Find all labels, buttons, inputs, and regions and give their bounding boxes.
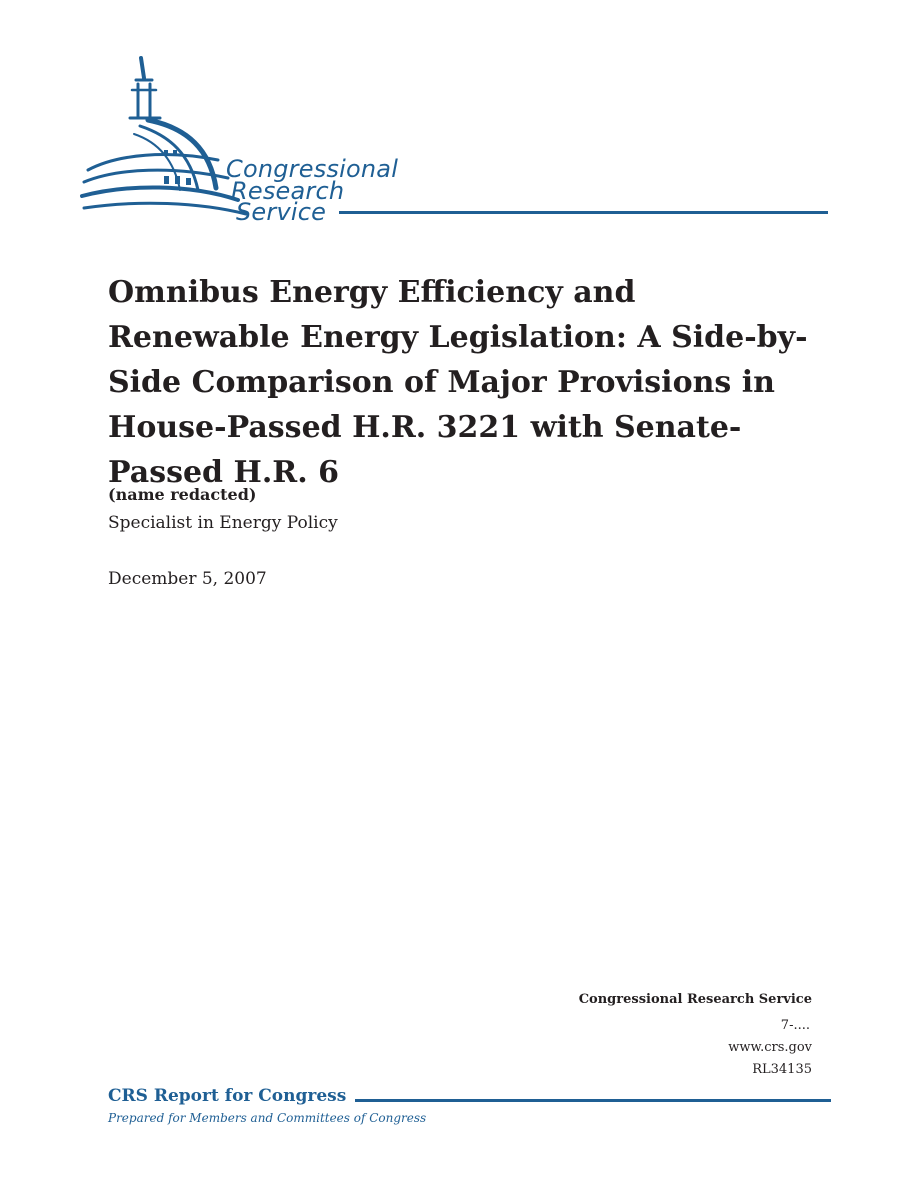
publisher-name: Congressional Research Service [578, 992, 812, 1007]
report-number: RL34135 [752, 1062, 812, 1077]
footer-subtitle: Prepared for Members and Committees of Congress [108, 1111, 427, 1125]
logo-text-congressional: Congressional [226, 155, 399, 183]
logo-text-research: Research [231, 177, 345, 205]
author-role: Specialist in Energy Policy [108, 513, 338, 533]
capitol-dome-icon [78, 50, 838, 230]
author-name: (name redacted) [108, 485, 257, 504]
footer-divider [355, 1099, 831, 1102]
report-title: Omnibus Energy Efficiency and Renewable Energy Legislation: A Side-by-Side Comparison of Major Provisions in House-Passed H.R. 3221 with Senate-Passed H.R. 6 [108, 275, 808, 490]
logo-divider [339, 211, 828, 214]
logo-text-service: Service [236, 198, 327, 226]
footer-title: CRS Report for Congress [108, 1086, 347, 1106]
report-date: December 5, 2007 [108, 569, 267, 589]
publisher-code: 7-.... [780, 1018, 810, 1033]
publisher-url: www.crs.gov [728, 1040, 812, 1055]
